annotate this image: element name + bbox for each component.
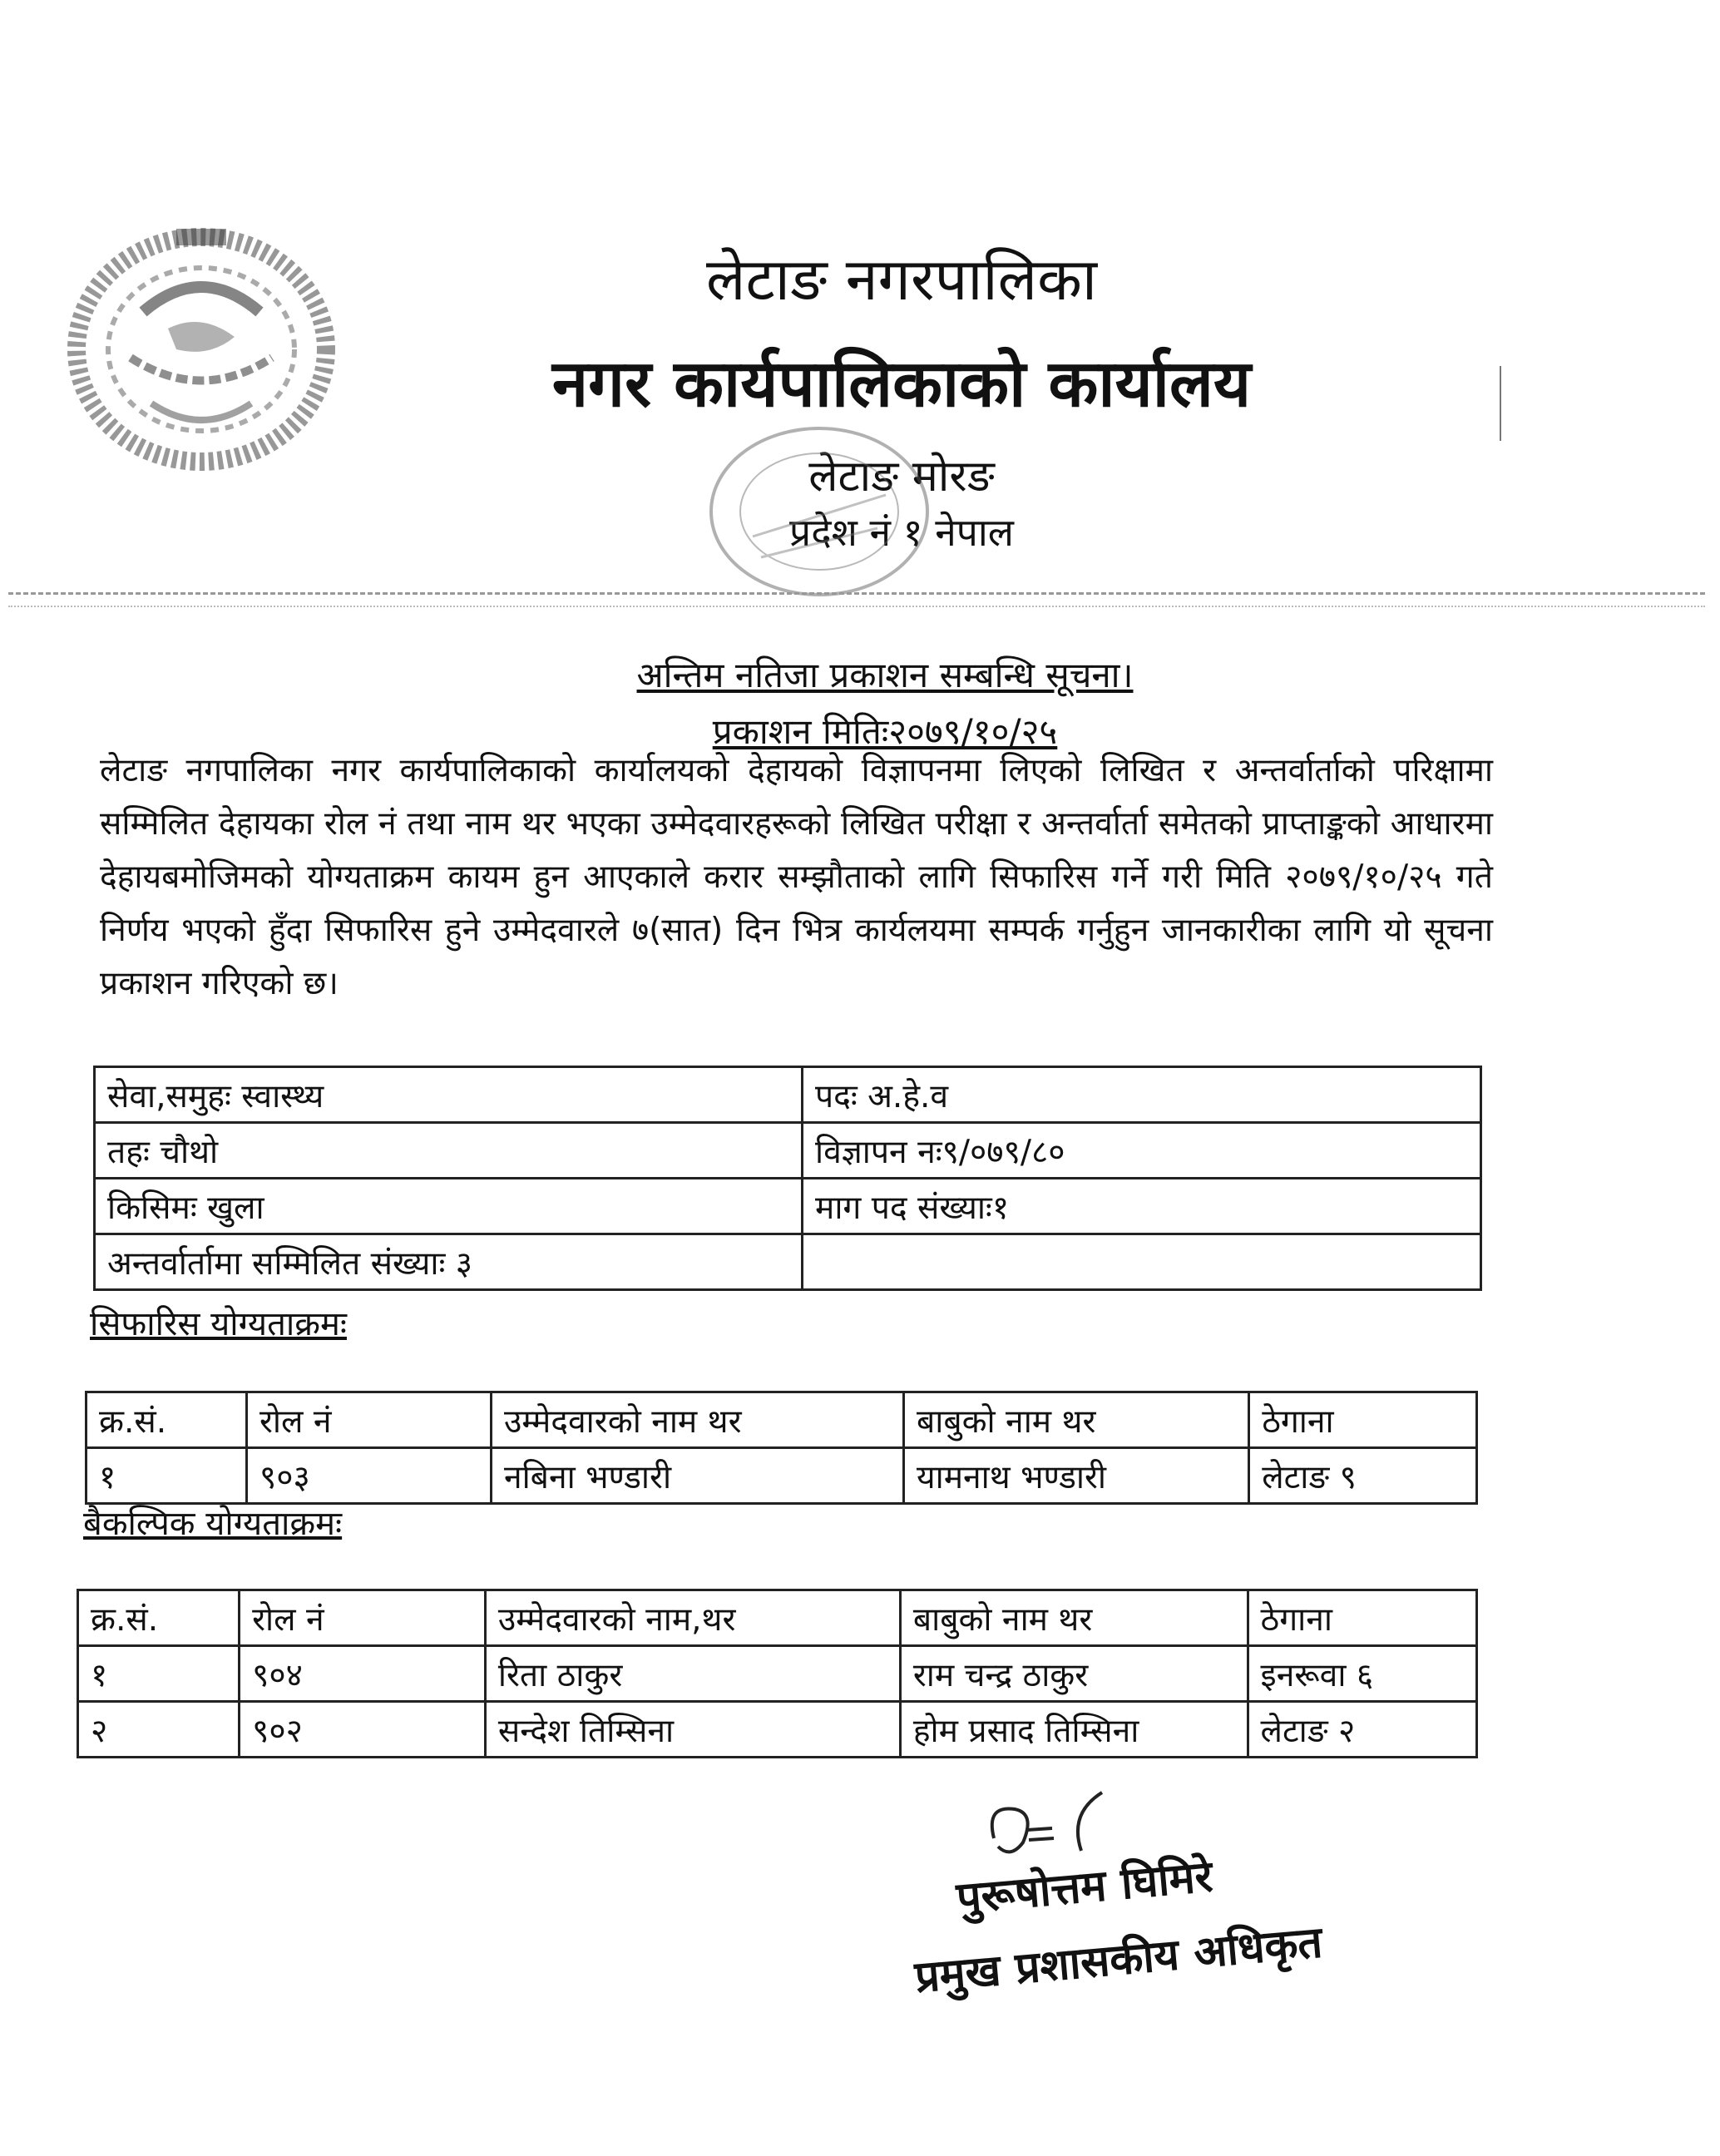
demand-count-cell: माग पद संख्याः१ <box>803 1179 1481 1234</box>
address-cell: इनरूवा ६ <box>1248 1646 1476 1702</box>
recommended-label: सिफारिस योग्यताक्रमः <box>90 1305 347 1343</box>
office-stamp <box>694 412 944 611</box>
serial-cell: १ <box>78 1646 240 1702</box>
signatory-title: प्रमुख प्रशासकीय अधिकृत <box>912 1917 1325 2003</box>
col-candidate: उम्मेदवारको नाम,थर <box>485 1590 900 1646</box>
father-cell: होम प्रसाद तिम्सिना <box>900 1702 1248 1758</box>
address-cell: लेटाङ २ <box>1248 1702 1476 1758</box>
col-address: ठेगाना <box>1248 1590 1476 1646</box>
table-row <box>95 1234 1481 1290</box>
margin-mark <box>1500 366 1501 441</box>
address-cell: लेटाङ ९ <box>1249 1448 1477 1504</box>
table-row <box>78 1646 1477 1702</box>
father-cell: राम चन्द्र ठाकुर <box>900 1646 1248 1702</box>
col-address: ठेगाना <box>1249 1392 1477 1448</box>
post-cell: पदः अ.हे.व <box>803 1067 1481 1123</box>
municipality-name: लेटाङ नगरपालिका <box>706 245 1097 314</box>
serial-cell: २ <box>78 1702 240 1758</box>
office-location: लेटाङ मोरङ <box>808 452 995 502</box>
office-name: नगर कार्यपालिकाको कार्यालय <box>551 347 1252 422</box>
alternate-table <box>77 1589 1478 1758</box>
alternate-label: बैकल्पिक योग्यताक्रमः <box>83 1505 343 1543</box>
type-cell: किसिमः खुला <box>95 1179 803 1234</box>
candidate-cell: नबिना भण्डारी <box>491 1448 903 1504</box>
recommended-table <box>85 1391 1478 1505</box>
col-serial: क्र.सं. <box>78 1590 240 1646</box>
table-row <box>95 1067 1481 1123</box>
col-father: बाबुको नाम थर <box>903 1392 1248 1448</box>
header-divider <box>8 592 1705 595</box>
col-roll: रोल नं <box>240 1590 486 1646</box>
candidate-cell: रिता ठाकुर <box>485 1646 900 1702</box>
province-line: प्रदेश नं १ नेपाल <box>789 510 1014 555</box>
notice-body: लेटाङ नगपालिका नगर कार्यपालिकाको कार्यालयको देहायको विज्ञापनमा लिएको लिखित र अन्तर्वार्ताको परिक्षामा सम्मिलित देहायका रोल नं तथा नाम थर भएका उम्मेदवारहरूको लिखित परीक्षा र अन्तर्वार्ता समेतको प्राप्ताङ्कको आधारमा देहायबमोजिमको योग्यताक्रम कायम हुन आएकाले करार सम्झौताको लागि सिफारिस गर्ने गरी मिति २०७९/१०/२५ गते निर्णय भएको हुँदा सिफारिस हुने उम्मेदवारले ७(सात) दिन भित्र कार्यलयमा सम्पर्क गर्नुहुन जानकारीका लागि यो सूचना प्रकाशन गरिएको छ। <box>100 752 1493 1002</box>
interview-count-cell: अन्तर्वार्तामा सम्मिलित संख्याः ३ <box>95 1234 803 1290</box>
roll-cell: ९०४ <box>240 1646 486 1702</box>
table-header-row <box>78 1590 1477 1646</box>
table-row <box>78 1702 1477 1758</box>
header-divider-secondary <box>8 606 1705 607</box>
notice-title: अन्तिम नतिजा प्रकाशन सम्बन्धि सूचना। <box>636 655 1134 695</box>
col-roll: रोल नं <box>246 1392 491 1448</box>
table-row <box>95 1123 1481 1179</box>
father-cell: यामनाथ भण्डारी <box>903 1448 1248 1504</box>
publication-date: प्रकाशन मितिः२०७९/१०/२५ <box>712 711 1058 752</box>
col-father: बाबुको नाम थर <box>900 1590 1248 1646</box>
service-group-cell: सेवा,समुहः स्वास्थ्य <box>95 1067 803 1123</box>
blank-cell <box>803 1234 1481 1290</box>
level-cell: तहः चौथो <box>95 1123 803 1179</box>
table-header-row <box>86 1392 1477 1448</box>
col-candidate: उम्मेदवारको नाम थर <box>491 1392 903 1448</box>
post-info-table <box>93 1066 1482 1291</box>
roll-cell: ९०३ <box>246 1448 491 1504</box>
col-serial: क्र.सं. <box>86 1392 247 1448</box>
signatory-name: पुरूषोत्तम घिमिरे <box>954 1852 1215 1924</box>
serial-cell: १ <box>86 1448 247 1504</box>
roll-cell: ९०२ <box>240 1702 486 1758</box>
candidate-cell: सन्देश तिम्सिना <box>485 1702 900 1758</box>
table-row <box>86 1448 1477 1504</box>
advert-number-cell: विज्ञापन नः९/०७९/८० <box>803 1123 1481 1179</box>
table-row <box>95 1179 1481 1234</box>
